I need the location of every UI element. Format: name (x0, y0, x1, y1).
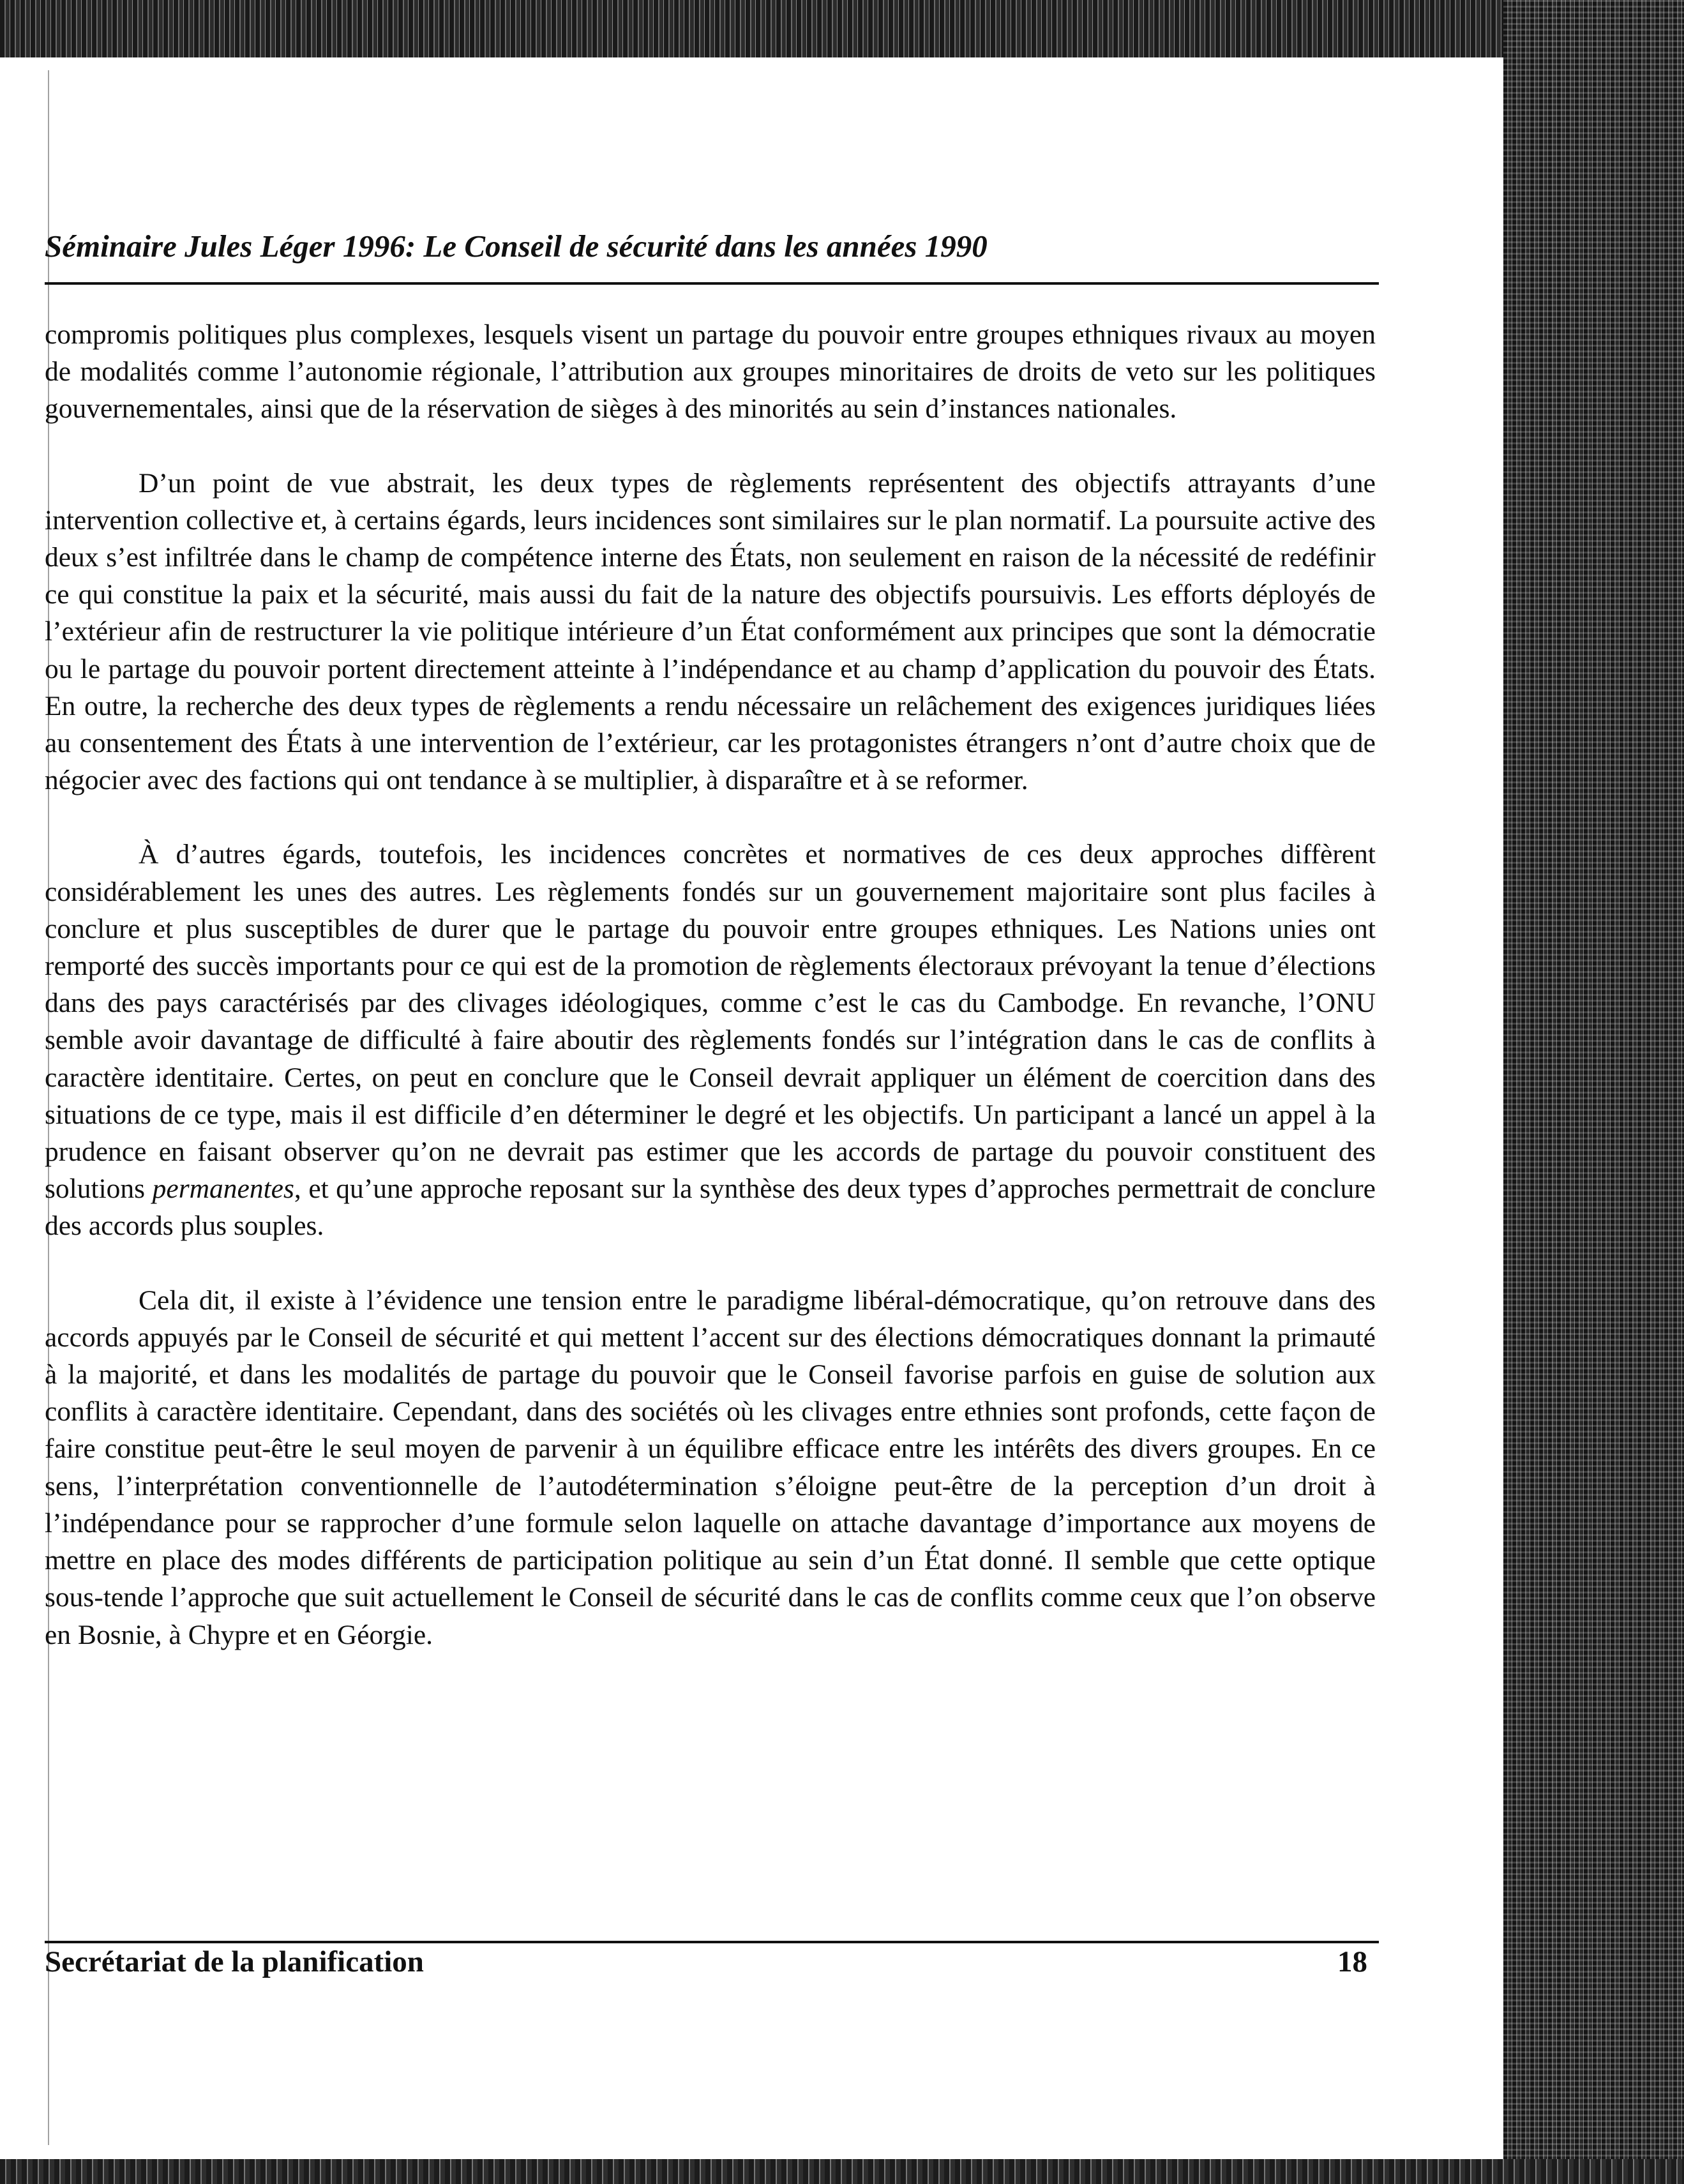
header-rule (45, 282, 1379, 285)
paragraph-4: Cela dit, il existe à l’évidence une tension entre le paradigme libéral-démocratique, qu’on retrouve dans des accords appuyés par le Conseil de sécurité et qui mettent l’accent sur des élections démocratiques donnant la primauté à la majorité, et dans les modalités de partage du pouvoir que le Conseil favorise parfois en guise de solution aux conflits à caractère identitaire. Cependant, dans des sociétés où les clivages entre ethnies sont profonds, cette façon de faire constitue peut-être le seul moyen de parvenir à un équilibre efficace entre les intérêts des divers groupes. En ce sens, l’interprétation conventionnelle de l’autodétermination s’éloigne peut-être de la perception d’un droit à l’indépendance pour se rapprocher d’une formule selon laquelle on attache davantage d’importance aux moyens de mettre en place des modes différents de participation politique au sein d’un État donné. Il semble que cette optique sous-tende l’approche que suit actuellement le Conseil de sécurité dans le cas de conflits comme ceux que l’on observe en Bosnie, à Chypre et en Géorgie. (45, 1284, 1376, 1650)
scan-border-top (0, 0, 1684, 57)
scan-border-right (1503, 0, 1684, 2184)
footer-publisher: Secrétariat de la planification (45, 1945, 424, 1978)
paragraph-3-text-a: À d’autres égards, toutefois, les incidences concrètes et normatives de ces deux approches diffèrent considérablement les unes des autres. Les règlements fondés sur un gouvernement majoritaire sont plus faciles à conclure et plus susceptibles de durer que le partage du pouvoir entre groupes ethniques. Les Nations unies ont remporté des succès importants pour ce qui est de la promotion de règlements électoraux prévoyant la tenue d’élections dans des pays caractérisés par des clivages idéologiques, comme c’est le cas du Cambodge. En revanche, l’ONU semble avoir davantage de difficulté à faire aboutir des règlements fondés sur l’intégration dans le cas de conflits à caractère identitaire. Certes, on peut en conclure que le Conseil devrait appliquer un élément de coercition dans des situations de ce type, mais il est difficile d’en déterminer le degré et les objectifs. Un participant a lancé un appel à la prudence en faisant observer qu’on ne devrait pas estimer que les accords de partage du pouvoir constituent des solutions (45, 839, 1376, 1205)
paragraph-3-text-b: , et qu’une approche reposant sur la synthèse des deux types d’approches permettrait de conclure des accords plus souples. (45, 1173, 1376, 1242)
page-number: 18 (1337, 1945, 1367, 1978)
paragraph-3 (45, 836, 1376, 1244)
body-text (45, 316, 1376, 1691)
paragraph-1: compromis politiques plus complexes, lesquels visent un partage du pouvoir entre groupes ethniques rivaux au moyen de modalités comme l’autonomie régionale, l’attribution aux groupes minoritaires de droits de veto sur les politiques gouvernementales, ainsi que de la réservation de sièges à des minorités au sein d’instances nationales. (45, 319, 1376, 425)
paragraph-3-emphasis: permanentes (152, 1173, 294, 1205)
running-header: Séminaire Jules Léger 1996: Le Conseil de sécurité dans les années 1990 (45, 229, 988, 264)
footer-rule (45, 1941, 1379, 1943)
scan-border-bottom (0, 2159, 1684, 2184)
paragraph-2: D’un point de vue abstrait, les deux types de règlements représentent des objectifs attrayants d’une intervention collective et, à certains égards, leurs incidences sont similaires sur le plan normatif. La poursuite active des deux s’est infiltrée dans le champ de compétence interne des États, non seulement en raison de la nécessité de redéfinir ce qui constitue la paix et la sécurité, mais aussi du fait de la nature des objectifs poursuivis. Les efforts déployés de l’extérieur afin de restructurer la vie politique intérieure d’un État conformément aux principes que sont la démocratie ou le partage du pouvoir portent directement atteinte à l’indépendance et au champ d’application du pouvoir des États. En outre, la recherche des deux types de règlements a rendu nécessaire un relâchement des exigences juridiques liées au consentement des États à une intervention de l’extérieur, car les protagonistes étrangers n’ont d’autre choix que de négocier avec des factions qui ont tendance à se multiplier, à disparaître et à se reformer. (45, 467, 1376, 796)
